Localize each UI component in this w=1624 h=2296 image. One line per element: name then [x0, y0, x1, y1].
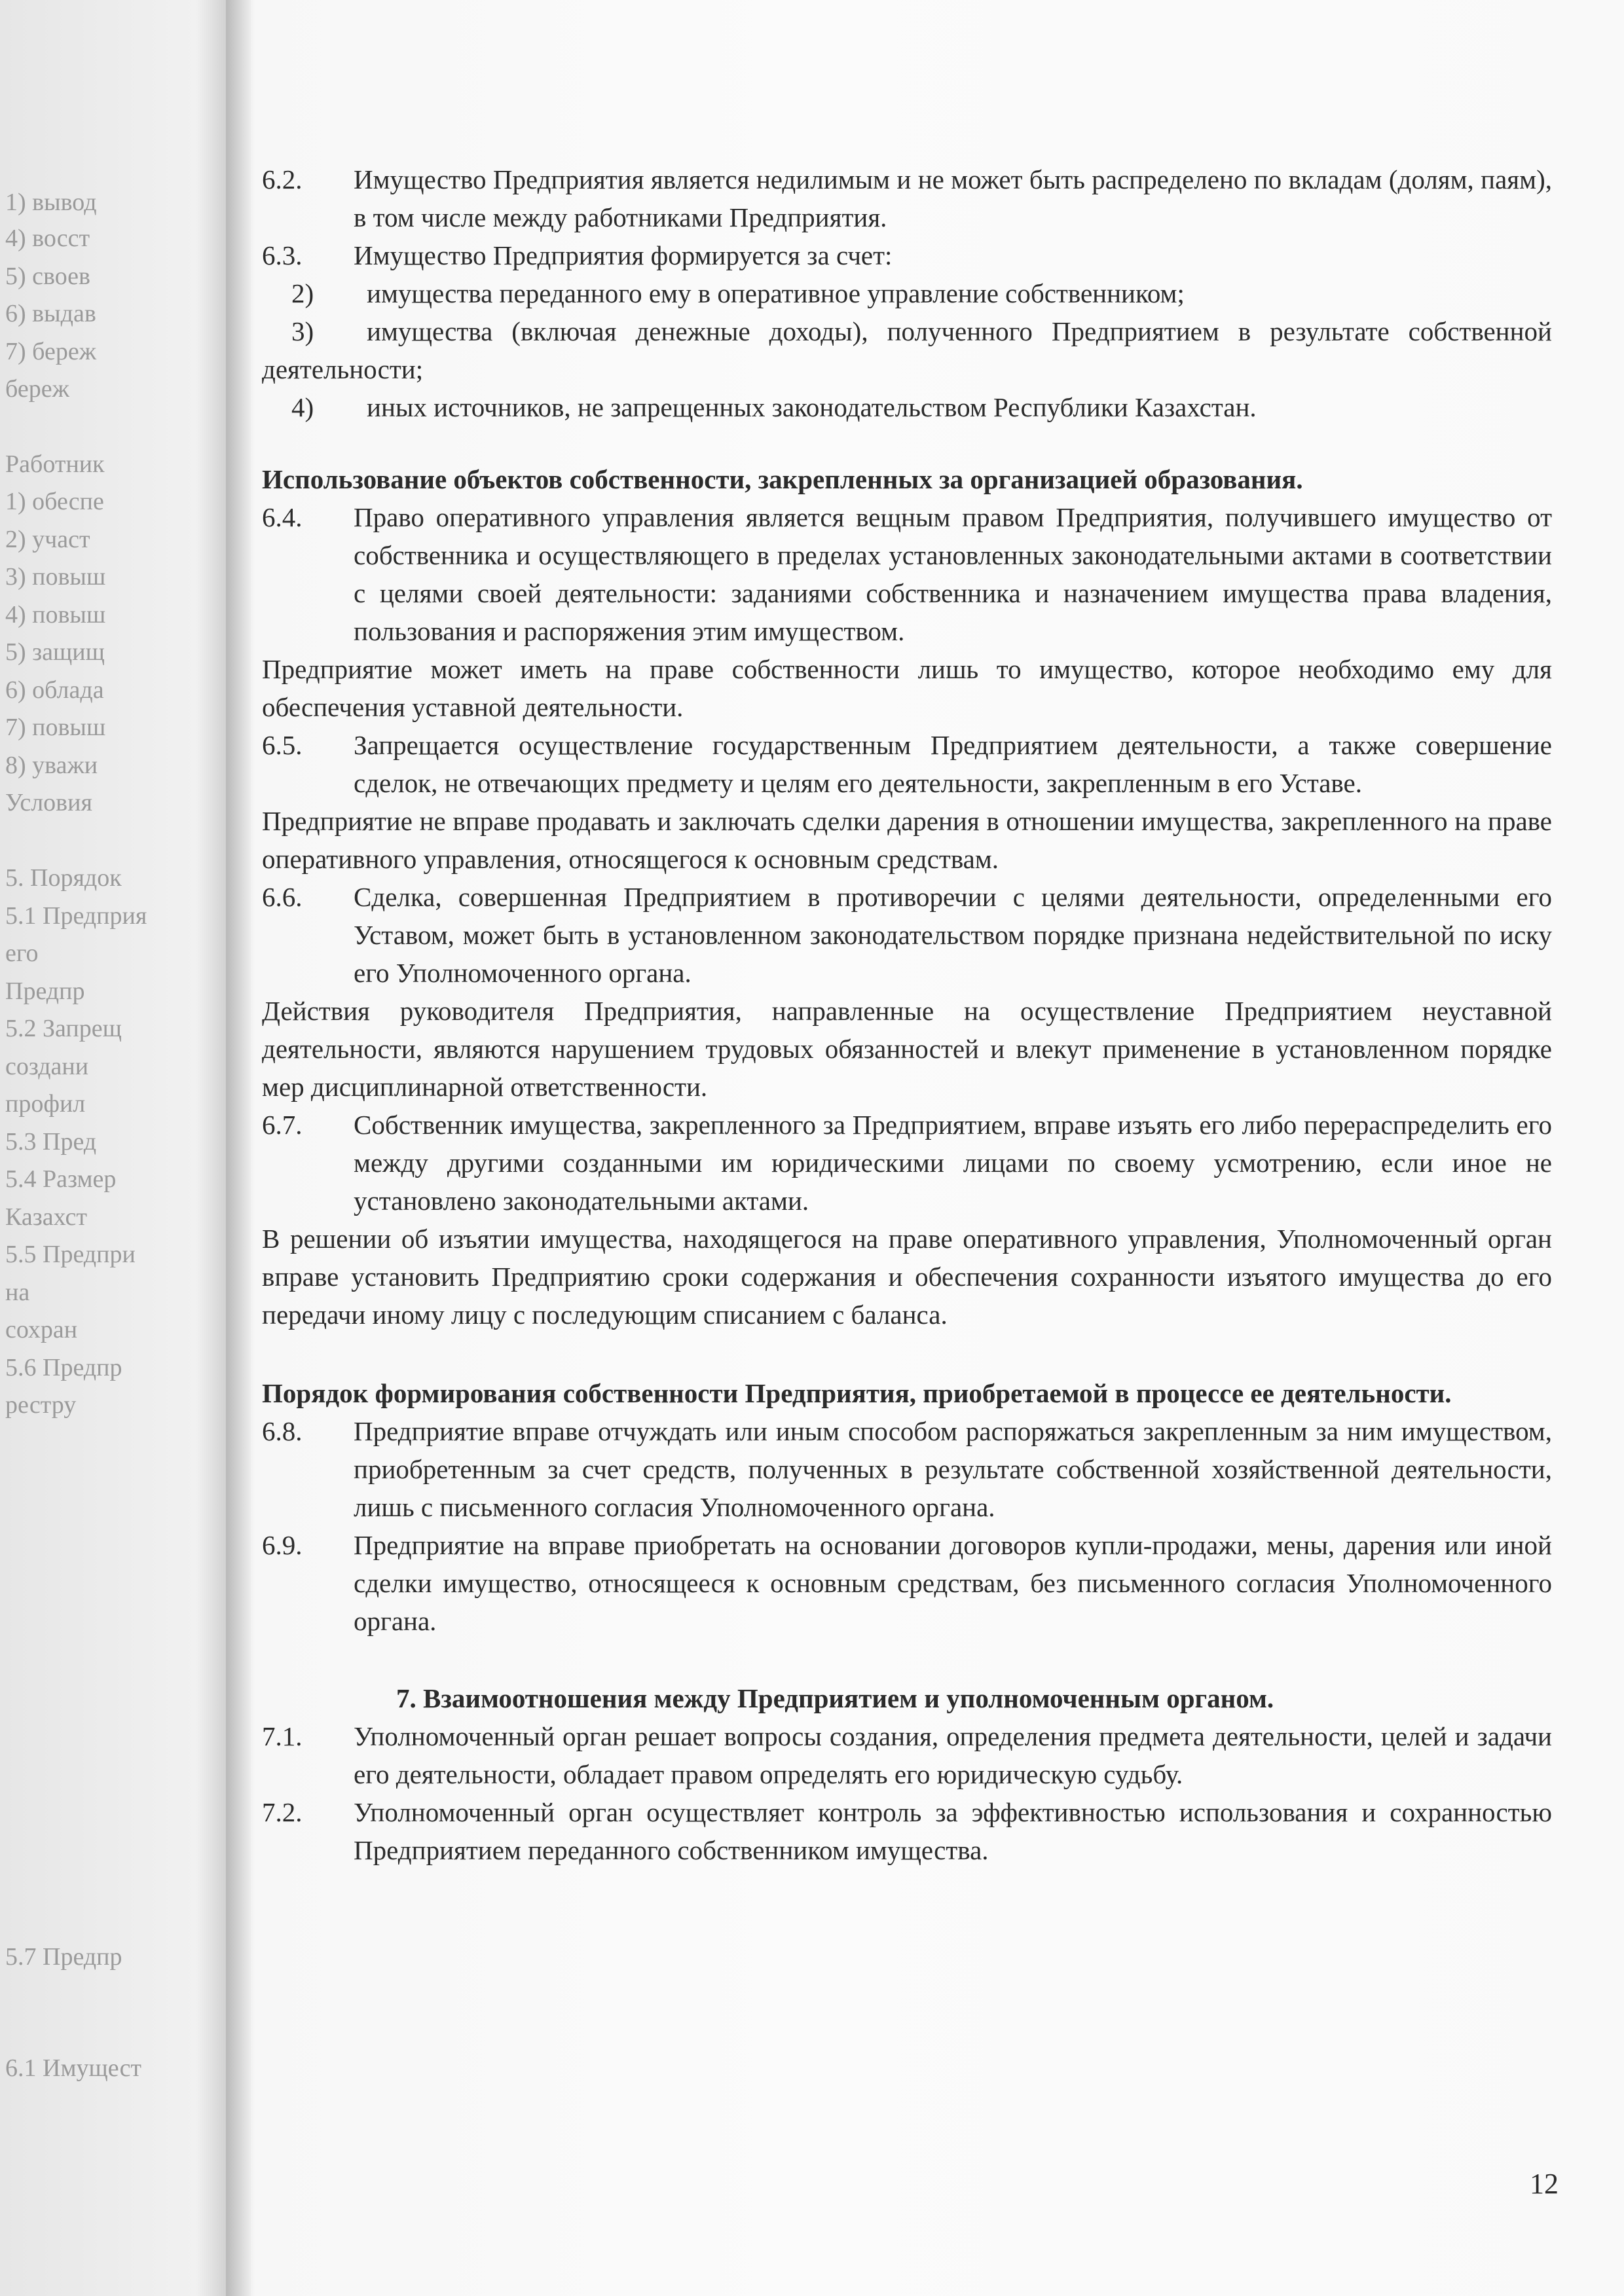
- margin-fragment: 3) повыш: [5, 563, 106, 591]
- margin-fragment: 5. Порядок: [5, 864, 122, 892]
- margin-fragment: 5.6 Предпр: [5, 1354, 122, 1381]
- clause-6-8: [262, 1412, 1552, 1526]
- sub-item-4: [262, 388, 1552, 426]
- margin-fragment: 5.1 Предприя: [5, 902, 147, 930]
- clause-number: 6.9.: [262, 1530, 303, 1560]
- margin-fragment: 5.2 Запрещ: [5, 1015, 122, 1042]
- clause-number: 7.1.: [262, 1721, 303, 1751]
- clause-text: Имущество Предприятия является недилимым и не может быть распределено по вкладам (долям, паям), в том числе между работниками Предприятия.: [354, 164, 1552, 232]
- margin-fragment: 2) участ: [5, 526, 90, 553]
- clause-6-6: [262, 878, 1552, 992]
- margin-fragment: на: [5, 1279, 30, 1306]
- clause-text: Уполномоченный орган осуществляет контроль за эффективностью использования и сохранностью Предприятием переданного собственником имущества.: [354, 1797, 1552, 1865]
- margin-fragment: Казахст: [5, 1203, 87, 1231]
- paragraph: Предприятие может иметь на праве собственности лишь то имущество, которое необходимо ему для обеспечения уставной деятельности.: [262, 654, 1552, 722]
- margin-fragment: Работник: [5, 450, 105, 478]
- sub-item-2: [262, 274, 1552, 312]
- clause-text: Уполномоченный орган решает вопросы создания, определения предмета деятельности, целей и задачи его деятельности, обладает правом определять его юридическую судьбу.: [354, 1721, 1552, 1789]
- clause-6-7: [262, 1106, 1552, 1220]
- margin-fragment: его: [5, 939, 39, 967]
- margin-fragment: 4) восст: [5, 225, 90, 252]
- paragraph: Предприятие не вправе продавать и заключать сделки дарения в отношении имущества, закрепленного на праве оперативного управления, относящегося к основным средствам.: [262, 806, 1552, 874]
- sub-item-text: иных источников, не запрещенных законодательством Республики Казахстан.: [367, 392, 1257, 422]
- margin-fragment: 7) береж: [5, 338, 96, 365]
- page-fold-shadow: [226, 0, 251, 2296]
- margin-fragment: Условия: [5, 789, 92, 816]
- margin-fragment: 5) своев: [5, 263, 90, 290]
- clause-7-1: [262, 1717, 1552, 1793]
- margin-fragment: 6) выдав: [5, 300, 96, 327]
- clause-number: 6.6.: [262, 882, 303, 912]
- margin-fragment: 5.7 Предпр: [5, 1943, 122, 1971]
- clause-text: Право оперативного управления является вещным правом Предприятия, получившего имущество от собственника и осуществляющего в пределах установленных законодательными актами в соответствии с целями своей деятельности: заданиями собственника и назначением имущества права владения, пользования и распоряжения этим имуществом.: [354, 502, 1552, 646]
- margin-fragment: 6) облада: [5, 676, 104, 704]
- margin-fragment: 5.5 Предпри: [5, 1241, 136, 1268]
- clause-text: Сделка, совершенная Предприятием в противоречии с целями деятельности, определенными его Уставом, может быть в установленном законодательством порядке признана недействительной по иску его Уполномоченного органа.: [354, 882, 1552, 988]
- clause-6-4: [262, 498, 1552, 650]
- sub-item-text: имущества (включая денежные доходы), полученного Предприятием в результате собственной деятельности;: [262, 316, 1552, 384]
- clause-text: Предприятие вправе отчуждать или иным способом распоряжаться закрепленным за ним имуществом, приобретенным за счет средств, полученных в результате собственной хозяйственной деятельности, лишь с письменного согласия Уполномоченного органа.: [354, 1416, 1552, 1522]
- sub-item-number: 2): [291, 278, 314, 308]
- margin-fragment: профил: [5, 1090, 86, 1118]
- margin-fragment: 7) повыш: [5, 714, 106, 741]
- section-title: 7. Взаимоотношения между Предприятием и уполномоченным органом.: [396, 1683, 1274, 1713]
- clause-text: Предприятие на вправе приобретать на основании договоров купли-продажи, мены, дарения или иной сделки имущество, относящееся к основным средствам, без письменного согласия Уполномоченного органа.: [354, 1530, 1552, 1636]
- margin-fragment: 1) обеспе: [5, 488, 104, 515]
- clause-number: 7.2.: [262, 1797, 303, 1827]
- clause-number: 6.7.: [262, 1110, 303, 1140]
- margin-fragment: 4) повыш: [5, 601, 106, 629]
- page-number: 12: [1530, 2168, 1559, 2200]
- clause-6-3: [262, 236, 1552, 274]
- clause-6-2: [262, 160, 1552, 236]
- sub-item-number: 4): [291, 392, 314, 422]
- margin-fragment: создани: [5, 1053, 89, 1080]
- subsection-heading: Порядок формирования собственности Предприятия, приобретаемой в процессе ее деятельности.: [262, 1378, 1452, 1408]
- clause-number: 6.5.: [262, 730, 303, 760]
- clause-number: 6.8.: [262, 1416, 303, 1446]
- subsection-heading: Использование объектов собственности, закрепленных за организацией образования.: [262, 464, 1303, 494]
- margin-fragment: сохран: [5, 1316, 78, 1343]
- margin-fragment: 8) уважи: [5, 752, 98, 779]
- margin-fragment: 5.3 Пред: [5, 1128, 97, 1156]
- margin-fragment: 5.4 Размер: [5, 1165, 117, 1193]
- clause-text: Собственник имущества, закрепленного за Предприятием, вправе изъять его либо перераспределить его между другими созданными им юридическими лицами по своему усмотрению, если иное не установлено законодательными актами.: [354, 1110, 1552, 1216]
- margin-fragment: 5) защищ: [5, 638, 105, 666]
- paragraph: В решении об изъятии имущества, находящегося на праве оперативного управления, Уполномоченный орган вправе установить Предприятию сроки содержания и обеспечения сохранности изъятого имущества до его передачи иному лицу с последующим списанием с баланса.: [262, 1224, 1552, 1330]
- margin-fragment: 6.1 Имущест: [5, 2054, 142, 2082]
- clause-number: 6.2.: [262, 164, 303, 194]
- paragraph: Действия руководителя Предприятия, направленные на осуществление Предприятием неуставной деятельности, являются нарушением трудовых обязанностей и влекут применение в установленном порядке мер дисциплинарной ответственности.: [262, 996, 1552, 1102]
- sub-item-3: [262, 312, 1552, 388]
- clause-number: 6.4.: [262, 502, 303, 532]
- previous-page-edge: [0, 0, 226, 2296]
- clause-6-9: [262, 1526, 1552, 1640]
- sub-item-text: имущества переданного ему в оперативное управление собственником;: [367, 278, 1185, 308]
- margin-fragment: рестру: [5, 1391, 77, 1419]
- document-body: [262, 160, 1552, 1869]
- sub-item-number: 3): [291, 316, 314, 346]
- clause-text: Запрещается осуществление государственным Предприятием деятельности, а также совершение сделок, не отвечающих предмету и целям его деятельности, закрепленным в его Уставе.: [354, 730, 1552, 798]
- clause-text: Имущество Предприятия формируется за счет:: [354, 240, 893, 270]
- clause-number: 6.3.: [262, 240, 303, 270]
- margin-fragment: Предпр: [5, 977, 85, 1005]
- clause-6-5: [262, 726, 1552, 802]
- margin-fragment: береж: [5, 375, 69, 403]
- margin-fragment: 1) вывод: [5, 189, 97, 216]
- clause-7-2: [262, 1793, 1552, 1869]
